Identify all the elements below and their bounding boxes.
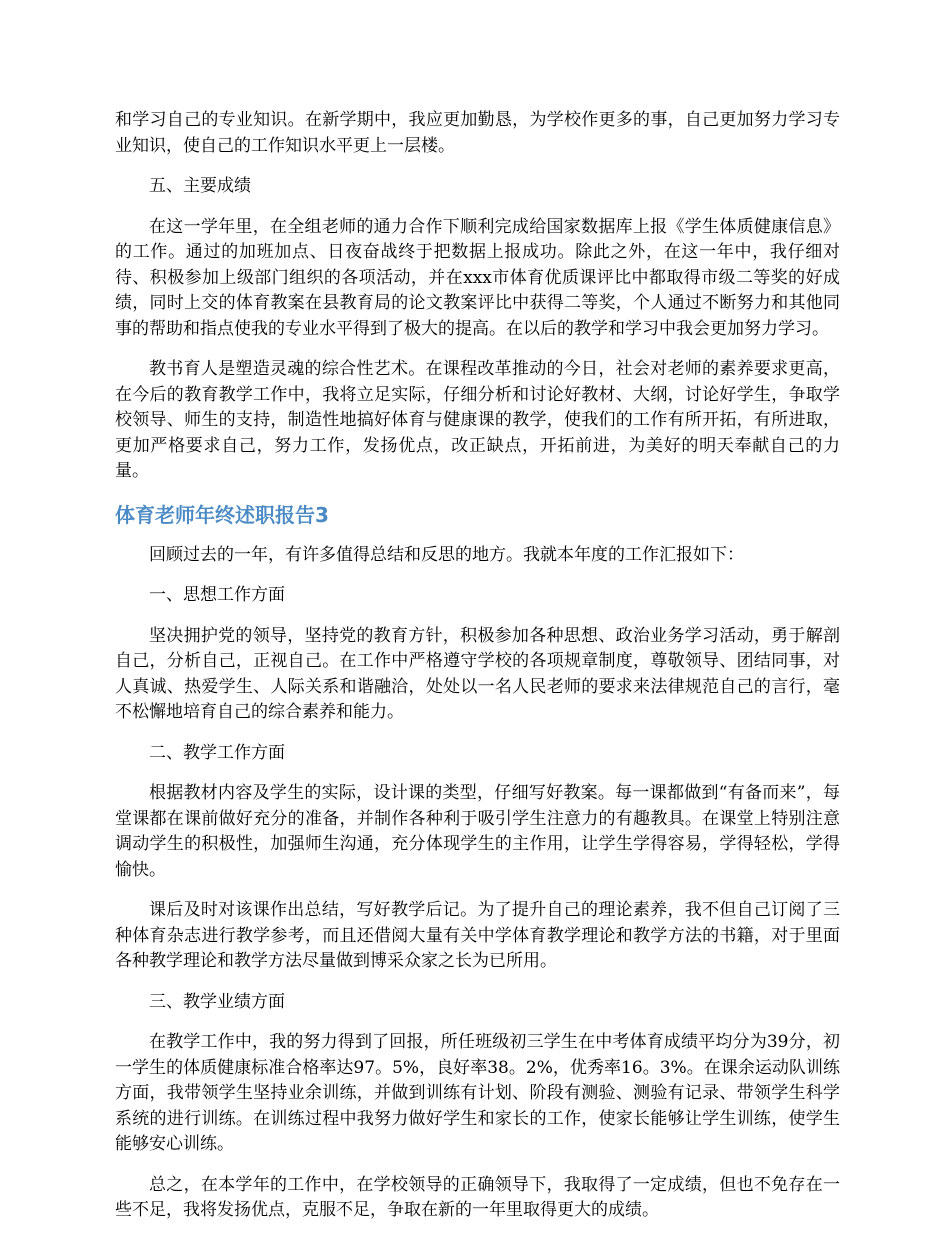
report-heading: 体育老师年终述职报告3 [115, 502, 329, 527]
section-title-performance: 三、教学业绩方面 [149, 991, 285, 1012]
paragraph-performance: 在教学工作中，我的努力得到了回报，所任班级初三学生在中考体育成绩平均分为39分，初一学生的体质健康标准合格率达97。5%，良好率38。2%，优秀率16。3%。在课余运动队训练方面，我带领学生坚持业余训练，并做到训练有计划、阶段有测验、测验有记录、带领学生科学系统的进行训练。在训练过程中我努力做好学生和家长的工作，使家长能够让学生训练，使学生能够安心训练。 [115, 1032, 840, 1154]
section-title-teaching: 二、教学工作方面 [149, 742, 285, 763]
paragraph-ideology: 坚决拥护党的领导，坚持党的教育方针，积极参加各种思想、政治业务学习活动，勇于解剖自己，分析自己，正视自己。在工作中严格遵守学校的各项规章制度，尊敬领导、团结同事，对人真诚、热爱学生、人际关系和谐融洽，处处以一名人民老师的要求来法律规范自己的言行，毫不松懈地培育自己的综合素养和能力。 [115, 625, 840, 722]
paragraph-achievements: 在这一学年里，在全组老师的通力合作下顺利完成给国家数据库上报《学生体质健康信息》的工作。通过的加班加点、日夜奋战终于把数据上报成功。除此之外，在这一年中，我仔细对待、积极参加上级部门组织的各项活动，并在xxx市体育优质课评比中都取得市级二等奖的好成绩，同时上交的体育教案在县教育局的论文教案评比中获得二等奖，个人通过不断努力和其他同事的帮助和指点使我的专业水平得到了极大的提高。在以后的教学和学习中我会更加努力学习。 [115, 216, 840, 339]
document-page [115, 108, 840, 1239]
paragraph-teaching-1: 根据教材内容及学生的实际，设计课的类型，仔细写好教案。每一课都做到“有备而来”，每堂课都在课前做好充分的准备，并制作各种利于吸引学生注意力的有趣教具。在课堂上特别注意调动学生的积极性，加强师生沟通，充分体现学生的主作用，让学生学得容易，学得轻松，学得愉快。 [115, 783, 840, 880]
section-title-ideology: 一、思想工作方面 [149, 585, 285, 605]
paragraph-continuation: 和学习自己的专业知识。在新学期中，我应更加勤恳，为学校作更多的事，自己更加努力学习专业知识，使自己的工作知识水平更上一层楼。 [115, 110, 840, 156]
paragraph-teaching-2: 课后及时对该课作出总结，写好教学后记。为了提升自己的理论素养，我不但自己订阅了三种体育杂志进行教学参考，而且还借阅大量有关中学体育教学理论和教学方法的书籍，对于里面各种教学理论和教学方法尽量做到博采众家之长为已所用。 [115, 900, 840, 971]
section-title-achievements: 五、主要成绩 [149, 176, 251, 196]
paragraph-conclusion: 教书育人是塑造灵魂的综合性艺术。在课程改革推动的今日，社会对老师的素养要求更高，在今后的教育教学工作中，我将立足实际，仔细分析和讨论好教材、大纲，讨论好学生，争取学校领导、师生的支持，制造性地搞好体育与健康课的教学，使我们的工作有所开拓，有所进取，更加严格要求自己，努力工作，发扬优点，改正缺点，开拓前进，为美好的明天奉献自己的力量。 [115, 359, 840, 481]
paragraph-intro: 回顾过去的一年，有许多值得总结和反思的地方。我就本年度的工作汇报如下： [149, 544, 744, 565]
paragraph-summary: 总之，在本学年的工作中，在学校领导的正确领导下，我取得了一定成绩，但也不免存在一些不足，我将发扬优点，克服不足，争取在新的一年里取得更大的成绩。 [115, 1174, 840, 1220]
